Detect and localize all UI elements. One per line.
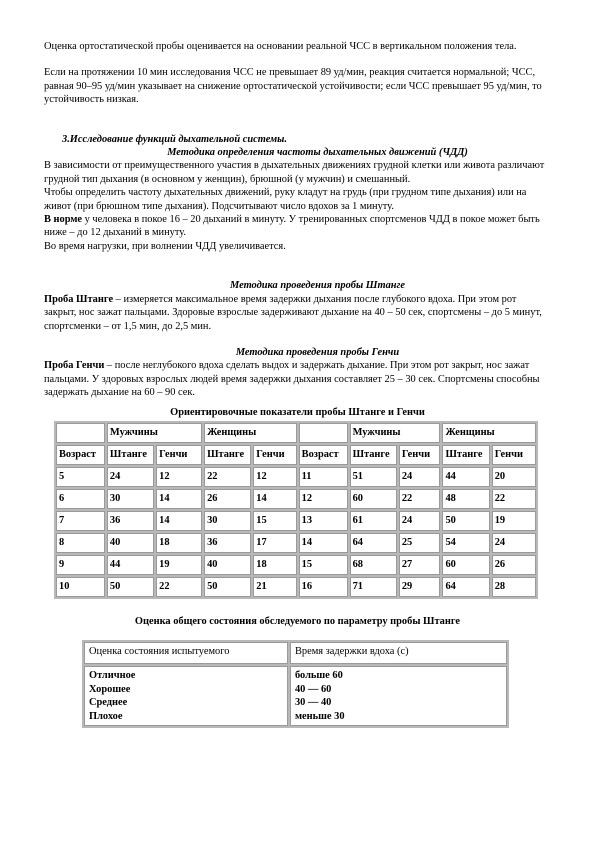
col-age-header: Возраст [56,445,105,465]
group-women-header: Женщины [204,423,297,443]
col-stange-header: Штанге [107,445,154,465]
stange-term: Проба Штанге [44,293,114,305]
paragraph-orthostatic-assessment: Оценка ортостатической пробы оценивается на основании реальной ЧСС в вертикальном положения тела. [44,41,517,52]
col-age-header: Возраст [299,445,348,465]
col-genchi-header: Генчи [399,445,441,465]
table-cell: 7 [56,511,105,531]
table-cell: 17 [253,533,296,553]
table-cell: 64 [442,577,489,597]
table-cell: 24 [399,511,441,531]
table-group-row [56,423,536,443]
document-page [44,40,551,728]
table-cell: 40 [204,555,251,575]
table-cell: 51 [350,467,397,487]
table-cell: 11 [299,467,348,487]
group-women-header: Женщины [442,423,536,443]
col-time-header: Время задержки вдоха (с) [290,642,507,664]
table-cell: 44 [107,555,154,575]
table-cell: 24 [492,533,536,553]
table-cell: 50 [107,577,154,597]
table-cell: 5 [56,467,105,487]
table-cell: 26 [204,489,251,509]
section-title-respiratory: 3.Исследование функций дыхательной системы. [62,133,287,145]
table-row [56,467,536,487]
table-cell: 20 [492,467,536,487]
table-cell: 48 [442,489,489,509]
grade-good: Хорошее [89,683,131,695]
table-cell: 9 [56,555,105,575]
table-cell: 14 [299,533,348,553]
table-cell: 28 [492,577,536,597]
table-cell: 30 [204,511,251,531]
table-cell: 54 [442,533,489,553]
paragraph-genchi [44,359,551,399]
table-cell: 68 [350,555,397,575]
table-cell: 22 [204,467,251,487]
table-cell: 22 [156,577,202,597]
col-stange-header: Штанге [350,445,397,465]
table-cell: 15 [253,511,296,531]
table-stange-assessment [82,640,509,728]
group-men-header: Мужчины [350,423,441,443]
genchi-text: – после неглубокого вдоха сделать выдох и задержать дыхание. При этом рот закрыт, нос зажат пальцами. У здоровых взрослых людей время задержки дыхания составляет 25 – 30 сек. Спортсмены способны задержать дыхание на 60 – 90 сек. [44,360,540,399]
table-cell: 22 [399,489,441,509]
table-cell: 10 [56,577,105,597]
col-stange-header: Штанге [204,445,251,465]
grade-poor: Плохое [89,710,123,722]
paragraph-breathing-types: В зависимости от преимущественного участия в дыхательных движениях грудной клетки или живота различают грудной тип дыхания (в основном у женщин), брюшной (у мужчин) и смешанный. [44,160,545,185]
table-stange-genchi [54,421,538,599]
table-cell: 14 [156,511,202,531]
col-genchi-header: Генчи [156,445,202,465]
paragraph-breathing-load: Во время нагрузки, при волнении ЧДД увеличивается. [44,240,286,252]
table-cell: 50 [204,577,251,597]
table-cell: 61 [350,511,397,531]
table2-caption: Оценка общего состояния обследуемого по параметру пробы Штанге [134,615,461,627]
table-cell: 24 [399,467,441,487]
table-cell: 30 [107,489,154,509]
table-cell: 26 [492,555,536,575]
table-cell: 12 [253,467,296,487]
table-cell: 36 [204,533,251,553]
value-poor: меньше 30 [294,710,345,722]
table-cell: 8 [56,533,105,553]
table-cell: 40 [107,533,154,553]
genchi-term: Проба Генчи [44,360,105,372]
col-genchi-header: Генчи [253,445,296,465]
table-cell: 60 [442,555,489,575]
values-cell [290,666,507,726]
value-good: 40 — 60 [294,683,332,695]
table-cell: 18 [156,533,202,553]
table2-body-row [84,666,507,726]
table-cell: 71 [350,577,397,597]
paragraph-stange [44,293,551,333]
table-cell: 25 [399,533,441,553]
value-excellent: больше 60 [294,670,343,682]
table-cell: 24 [107,467,154,487]
table-cell: 21 [253,577,296,597]
col-grade-header: Оценка состояния испытуемого [84,642,288,664]
table-cell: 15 [299,555,348,575]
table-row [56,577,536,597]
table-cell: 60 [350,489,397,509]
table-row [56,555,536,575]
subtitle-stange-method: Методика проведения пробы Штанге [230,280,405,292]
table-cell: 64 [350,533,397,553]
table-cell: 29 [399,577,441,597]
table2-header-row [84,642,507,664]
stange-text: – измеряется максимальное время задержки дыхания после глубокого вдоха. При этом рот закрыт, нос зажат пальцами. Здоровые взрослые задерживают дыхание на 40 – 50 сек, спортсмены – до 5 минут, спортсменки – от 1,5 мин, до 2,5 мин. [44,293,542,332]
grade-average: Среднее [89,697,128,709]
table-cell: 14 [156,489,202,509]
table-cell: 6 [56,489,105,509]
table-cell: 19 [156,555,202,575]
empty-cell [299,423,348,443]
table-cell: 19 [492,511,536,531]
table-row [56,489,536,509]
table-cell: 44 [442,467,489,487]
table-cell: 27 [399,555,441,575]
table-cell: 18 [253,555,296,575]
paragraph-orthostatic-criteria: Если на протяжении 10 мин исследования ЧСС не превышает 89 уд/мин, реакция считается нормальной; ЧСС, равная 90–95 уд/мин указывает на снижение ортостатической устойчивости; если ЧСС превышает 95 уд/мин, то устойчивость низкая. [44,67,542,106]
norm-text: у человека в покое 16 – 20 дыханий в минуту. У тренированных спортсменов ЧДД в покое может быть ниже – до 12 дыханий в минуту. [44,214,540,239]
subtitle-breathing-rate: Методика определения частоты дыхательных движений (ЧДД) [167,147,468,159]
table-cell: 22 [492,489,536,509]
table-header-row [56,445,536,465]
table-cell: 36 [107,511,154,531]
table-row [56,511,536,531]
table1-body [56,467,536,597]
grade-excellent: Отличное [89,670,136,682]
table-cell: 13 [299,511,348,531]
subtitle-genchi-method: Методика проведения пробы Генчи [235,346,400,358]
col-genchi-header: Генчи [492,445,536,465]
table-cell: 50 [442,511,489,531]
norm-term: В норме [44,214,83,226]
table-cell: 12 [156,467,202,487]
paragraph-breathing-norm [44,213,551,240]
table-cell: 12 [299,489,348,509]
group-men-header: Мужчины [107,423,202,443]
table-cell: 16 [299,577,348,597]
grades-cell [84,666,288,726]
table-row [56,533,536,553]
paragraph-breathing-count: Чтобы определить частоту дыхательных движений, руку кладут на грудь (при грудном типе дыхания) или на живот (при брюшном типе дыхания). Подсчитывают число вдохов за 1 минуту. [44,187,527,212]
col-stange-header: Штанге [442,445,489,465]
table1-caption: Ориентировочные показатели пробы Штанге и Генчи [170,406,425,418]
value-average: 30 — 40 [294,697,332,709]
table-cell: 14 [253,489,296,509]
empty-cell [56,423,105,443]
